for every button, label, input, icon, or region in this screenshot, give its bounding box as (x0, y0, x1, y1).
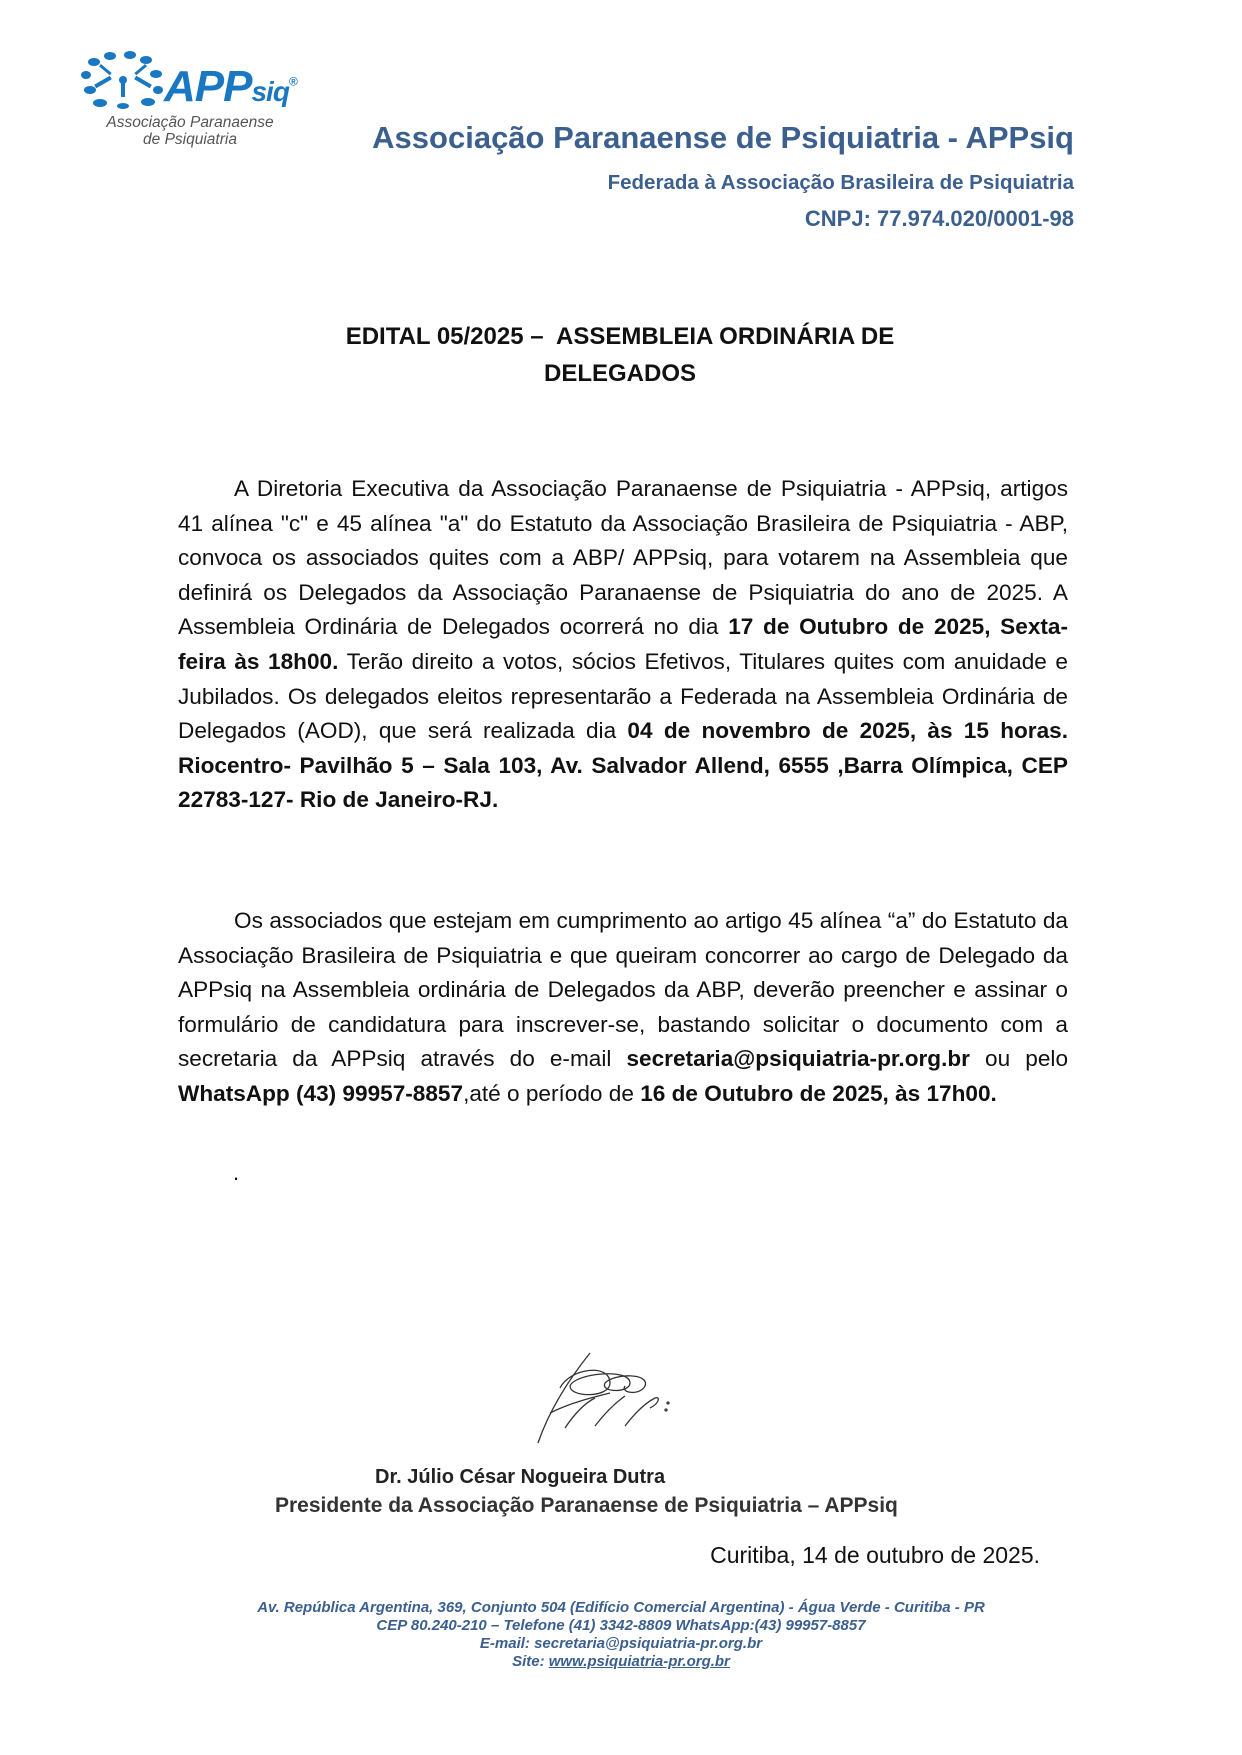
footer-site: Site: www.psiquiatria-pr.org.br (512, 1653, 730, 1670)
place-date: Curitiba, 14 de outubro de 2025. (710, 1542, 1040, 1568)
paragraph-convocation: A Diretoria Executiva da Associação Paranaense de Psiquiatria - APPsiq, artigos 41 alínea "c" e 45 alínea "a" do Estatuto da Associação Brasileira de Psiquiatria - ABP, convoca os associados quites com a ABP/ APPsiq, para votarem na Assembleia que definirá os Delegados da Associação Paranaense de Psiquiatria do ano de 2025. A Assembleia Ordinária de Delegados ocorrerá no dia 17 de Outubro de 2025, Sexta- feira às 18h00. Terão direito a votos, sócios Efetivos, Titulares quites com anuidade e Jubilados. Os delegados eleitos representarão a Federada na Assembleia Ordinária de Delegados (AOD), que será realizada dia 04 de novembro de 2025, às 15 horas. Riocentro- Pavilhão 5 – Sala 103, Av. Salvador Allend, 6555 ,Barra Olímpica, CEP 22783-127- Rio de Janeiro-RJ. (178, 476, 1068, 813)
email-link: secretaria@psiquiatria-pr.org.br (626, 1046, 970, 1072)
signer-role: Presidente da Associação Paranaense de Psiquiatria – APPsiq (275, 1494, 898, 1517)
paragraph-candidacy: Os associados que estejam em cumprimento ao artigo 45 alínea “a” do Estatuto da Associação Brasileira de Psiquiatria e que queiram concorrer ao cargo de Delegado da APPsiq na Assembleia ordinária de Delegados da ABP, deverão preencher e assinar o formulário de candidatura para inscrever-se, bastando solicitar o documento com a secretaria da APPsiq através do e-mail secretaria@psiquiatria-pr.org.br ou pelo WhatsApp (43) 99957-8857,até o período de 16 de Outubro de 2025, às 17h00. (178, 908, 1069, 1106)
footer-email: E-mail: secretaria@psiquiatria-pr.org.br (479, 1635, 763, 1652)
org-federation: Federada à Associação Brasileira de Psiquiatria (607, 171, 1074, 194)
footer (0, 1599, 1242, 1671)
site-link[interactable]: www.psiquiatria-pr.org.br (548, 1653, 730, 1670)
edital-title: EDITAL 05/2025 – ASSEMBLEIA ORDINÁRIA DE DELEGADOS (345, 323, 895, 387)
logo-subtitle: Associação Paranaense de Psiquiatria (106, 114, 274, 148)
handwritten-signature (530, 1348, 700, 1448)
signer-name: Dr. Júlio César Nogueira Dutra (375, 1466, 666, 1488)
appsiq-logo (78, 50, 298, 160)
org-cnpj: CNPJ: 77.974.020/0001-98 (804, 206, 1074, 231)
stray-dot: . (233, 1160, 240, 1185)
org-title: Associação Paranaense de Psiquiatria - APPsiq (372, 120, 1074, 155)
people-circle-icon (78, 50, 168, 110)
whatsapp-number: WhatsApp (43) 99957-8857 (178, 1080, 464, 1106)
footer-address: Av. República Argentina, 369, Conjunto 504 (Edifício Comercial Argentina) - Água Verde - Curitiba - PR (257, 1599, 985, 1616)
footer-contact: CEP 80.240-210 – Telefone (41) 3342-8809 WhatsApp:(43) 99957-8857 (376, 1617, 866, 1634)
logo-wordmark: APPsiq® (164, 62, 297, 111)
